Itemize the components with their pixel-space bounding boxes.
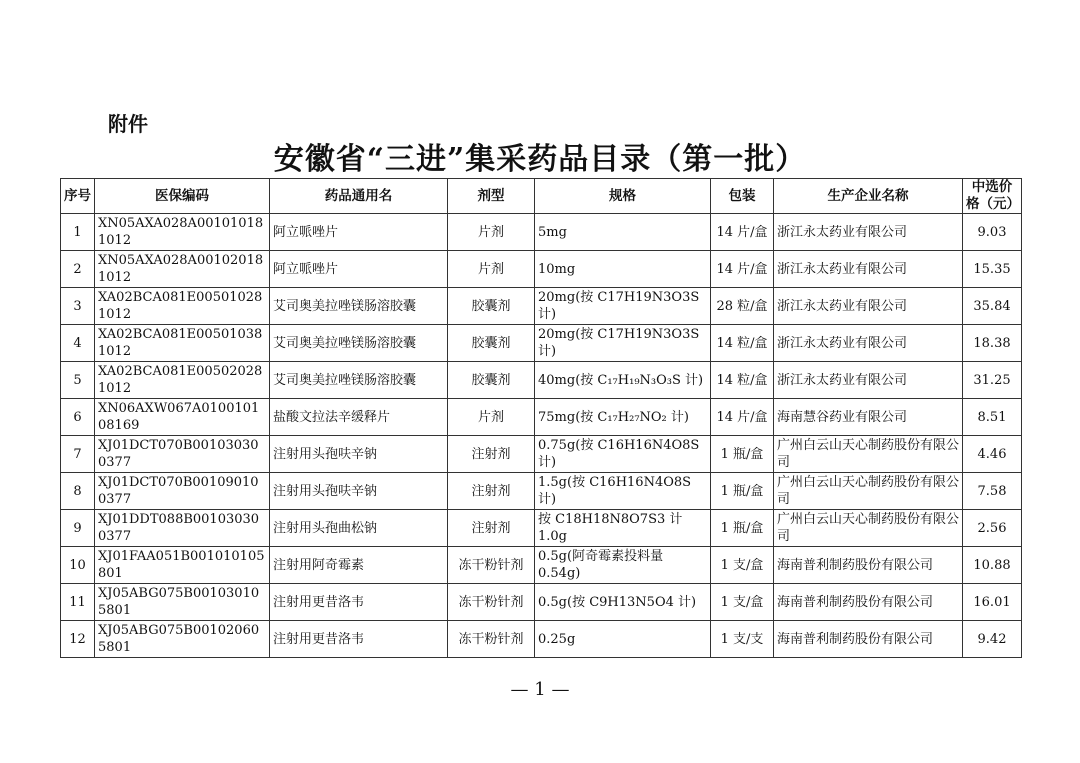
column-header-package: 包装 (711, 179, 774, 214)
row-index: 7 (61, 436, 95, 473)
row-index: 3 (61, 288, 95, 325)
row-index: 1 (61, 214, 95, 251)
package-cell: 1 支/支 (711, 621, 774, 658)
dosage-form-cell: 冻干粉针剂 (448, 584, 535, 621)
column-header-manufacturer: 生产企业名称 (774, 179, 963, 214)
spec-cell: 20mg(按 C17H19N3O3S 计) (535, 288, 711, 325)
package-cell: 14 片/盒 (711, 251, 774, 288)
table-row (61, 584, 1022, 621)
price-cell: 8.51 (963, 399, 1022, 436)
column-header-generic-name: 药品通用名 (270, 179, 448, 214)
package-cell: 28 粒/盒 (711, 288, 774, 325)
page-title: 安徽省“三进”集采药品目录（第一批） (273, 142, 807, 177)
package-cell: 14 粒/盒 (711, 325, 774, 362)
insurance-code-cell: XJ01DCT070B001030300377 (95, 436, 270, 473)
dosage-form-cell: 冻干粉针剂 (448, 547, 535, 584)
manufacturer-cell: 广州白云山天心制药股份有限公司 (774, 473, 963, 510)
table-row (61, 251, 1022, 288)
price-cell: 4.46 (963, 436, 1022, 473)
drug-name-cell: 艾司奥美拉唑镁肠溶胶囊 (270, 362, 448, 399)
price-cell: 9.03 (963, 214, 1022, 251)
drug-name-cell: 阿立哌唑片 (270, 251, 448, 288)
package-cell: 1 瓶/盒 (711, 473, 774, 510)
package-cell: 1 支/盒 (711, 547, 774, 584)
price-cell: 2.56 (963, 510, 1022, 547)
spec-cell: 0.25g (535, 621, 711, 658)
table-row (61, 473, 1022, 510)
spec-cell: 0.75g(按 C16H16N4O8S 计) (535, 436, 711, 473)
insurance-code-cell: XJ01FAA051B001010105801 (95, 547, 270, 584)
row-index: 5 (61, 362, 95, 399)
table-row (61, 547, 1022, 584)
package-cell: 1 瓶/盒 (711, 436, 774, 473)
manufacturer-cell: 海南普利制药股份有限公司 (774, 584, 963, 621)
spec-cell: 0.5g(按 C9H13N5O4 计) (535, 584, 711, 621)
table-row (61, 510, 1022, 547)
row-index: 4 (61, 325, 95, 362)
spec-cell: 40mg(按 C₁₇H₁₉N₃O₃S 计) (535, 362, 711, 399)
column-header-insurance-code: 医保编码 (95, 179, 270, 214)
spec-cell: 20mg(按 C17H19N3O3S 计) (535, 325, 711, 362)
insurance-code-cell: XA02BCA081E005010281012 (95, 288, 270, 325)
manufacturer-cell: 广州白云山天心制药股份有限公司 (774, 436, 963, 473)
price-cell: 15.35 (963, 251, 1022, 288)
table-row (61, 621, 1022, 658)
dosage-form-cell: 注射剂 (448, 473, 535, 510)
manufacturer-cell: 广州白云山天心制药股份有限公司 (774, 510, 963, 547)
manufacturer-cell: 海南慧谷药业有限公司 (774, 399, 963, 436)
price-cell: 7.58 (963, 473, 1022, 510)
table-row (61, 288, 1022, 325)
drug-name-cell: 注射用头孢曲松钠 (270, 510, 448, 547)
insurance-code-cell: XJ05ABG075B001030105801 (95, 584, 270, 621)
table-row (61, 325, 1022, 362)
attachment-label: 附件 (108, 112, 148, 136)
drug-name-cell: 艾司奥美拉唑镁肠溶胶囊 (270, 325, 448, 362)
insurance-code-cell: XN05AXA028A001010181012 (95, 214, 270, 251)
insurance-code-cell: XA02BCA081E005010381012 (95, 325, 270, 362)
row-index: 12 (61, 621, 95, 658)
dosage-form-cell: 片剂 (448, 251, 535, 288)
spec-cell: 10mg (535, 251, 711, 288)
table-body (61, 214, 1022, 658)
drug-catalog-table (60, 178, 1022, 658)
manufacturer-cell: 浙江永太药业有限公司 (774, 251, 963, 288)
drug-name-cell: 注射用头孢呋辛钠 (270, 436, 448, 473)
spec-cell: 按 C18H18N8O7S3 计 1.0g (535, 510, 711, 547)
row-index: 8 (61, 473, 95, 510)
column-header-dosage-form: 剂型 (448, 179, 535, 214)
table-row (61, 399, 1022, 436)
column-header-price: 中选价格（元） (963, 179, 1022, 214)
dosage-form-cell: 冻干粉针剂 (448, 621, 535, 658)
spec-cell: 5mg (535, 214, 711, 251)
column-header-spec: 规格 (535, 179, 711, 214)
spec-cell: 1.5g(按 C16H16N4O8S 计) (535, 473, 711, 510)
insurance-code-cell: XA02BCA081E005020281012 (95, 362, 270, 399)
insurance-code-cell: XN06AXW067A010010108169 (95, 399, 270, 436)
price-cell: 31.25 (963, 362, 1022, 399)
dosage-form-cell: 注射剂 (448, 510, 535, 547)
dosage-form-cell: 注射剂 (448, 436, 535, 473)
package-cell: 14 片/盒 (711, 399, 774, 436)
page-number: — 1 — (510, 679, 570, 700)
package-cell: 14 片/盒 (711, 214, 774, 251)
row-index: 6 (61, 399, 95, 436)
price-cell: 35.84 (963, 288, 1022, 325)
drug-name-cell: 注射用更昔洛韦 (270, 584, 448, 621)
dosage-form-cell: 片剂 (448, 399, 535, 436)
drug-name-cell: 注射用头孢呋辛钠 (270, 473, 448, 510)
table-header-row (61, 179, 1022, 214)
price-cell: 16.01 (963, 584, 1022, 621)
insurance-code-cell: XJ05ABG075B001020605801 (95, 621, 270, 658)
row-index: 9 (61, 510, 95, 547)
manufacturer-cell: 海南普利制药股份有限公司 (774, 621, 963, 658)
row-index: 10 (61, 547, 95, 584)
manufacturer-cell: 海南普利制药股份有限公司 (774, 547, 963, 584)
package-cell: 14 粒/盒 (711, 362, 774, 399)
manufacturer-cell: 浙江永太药业有限公司 (774, 325, 963, 362)
manufacturer-cell: 浙江永太药业有限公司 (774, 214, 963, 251)
package-cell: 1 瓶/盒 (711, 510, 774, 547)
package-cell: 1 支/盒 (711, 584, 774, 621)
table-row (61, 362, 1022, 399)
price-cell: 9.42 (963, 621, 1022, 658)
drug-name-cell: 艾司奥美拉唑镁肠溶胶囊 (270, 288, 448, 325)
insurance-code-cell: XJ01DDT088B001030300377 (95, 510, 270, 547)
manufacturer-cell: 浙江永太药业有限公司 (774, 362, 963, 399)
spec-cell: 0.5g(阿奇霉素投料量 0.54g) (535, 547, 711, 584)
dosage-form-cell: 片剂 (448, 214, 535, 251)
column-header-seq: 序号 (61, 179, 95, 214)
drug-name-cell: 阿立哌唑片 (270, 214, 448, 251)
manufacturer-cell: 浙江永太药业有限公司 (774, 288, 963, 325)
drug-name-cell: 注射用阿奇霉素 (270, 547, 448, 584)
drug-name-cell: 注射用更昔洛韦 (270, 621, 448, 658)
price-cell: 18.38 (963, 325, 1022, 362)
table-row (61, 214, 1022, 251)
price-cell: 10.88 (963, 547, 1022, 584)
dosage-form-cell: 胶囊剂 (448, 325, 535, 362)
dosage-form-cell: 胶囊剂 (448, 288, 535, 325)
insurance-code-cell: XJ01DCT070B001090100377 (95, 473, 270, 510)
row-index: 2 (61, 251, 95, 288)
dosage-form-cell: 胶囊剂 (448, 362, 535, 399)
insurance-code-cell: XN05AXA028A001020181012 (95, 251, 270, 288)
table-row (61, 436, 1022, 473)
row-index: 11 (61, 584, 95, 621)
drug-name-cell: 盐酸文拉法辛缓释片 (270, 399, 448, 436)
spec-cell: 75mg(按 C₁₇H₂₇NO₂ 计) (535, 399, 711, 436)
